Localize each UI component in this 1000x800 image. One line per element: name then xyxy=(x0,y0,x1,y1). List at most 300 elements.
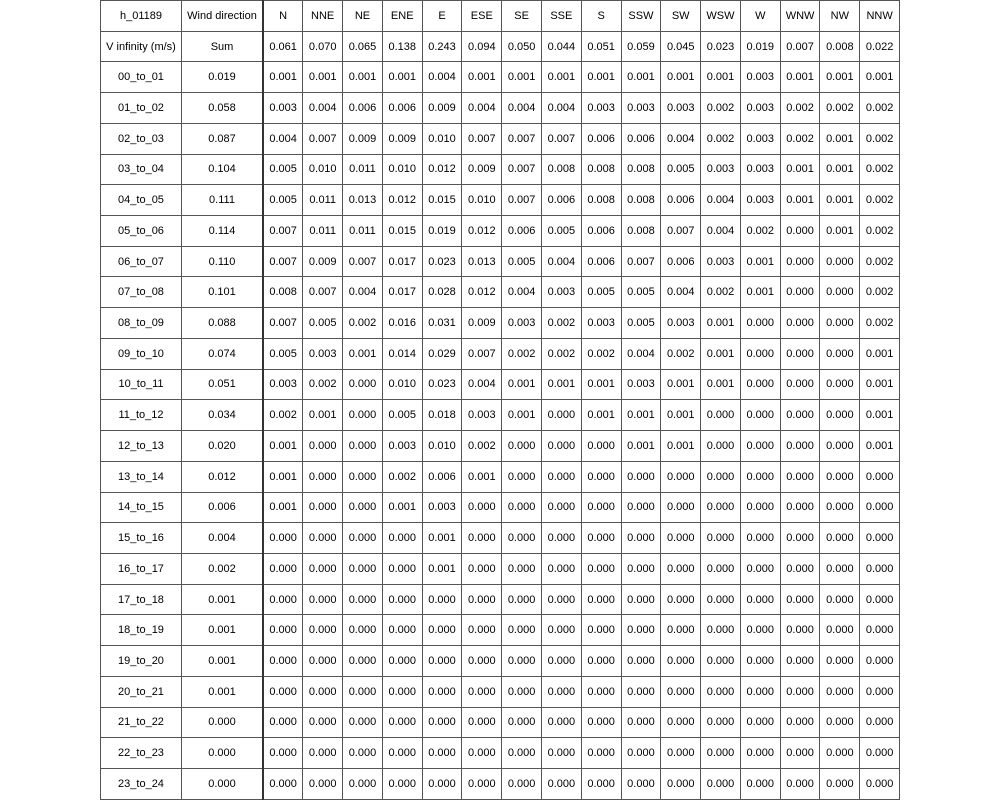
table-row xyxy=(101,461,900,492)
table-cell: 0.006 xyxy=(182,492,264,523)
table-cell: 0.022 xyxy=(860,31,900,62)
header-cell: WNW xyxy=(780,1,820,32)
table-cell: 0.000 xyxy=(303,492,343,523)
table-cell: 0.007 xyxy=(502,123,542,154)
table-cell: 0.001 xyxy=(462,461,502,492)
table-cell: 0.009 xyxy=(303,246,343,277)
header-cell: NW xyxy=(820,1,860,32)
table-cell: 13_to_14 xyxy=(101,461,182,492)
table-cell: 0.009 xyxy=(343,123,383,154)
table-cell: 0.000 xyxy=(343,707,383,738)
table-cell: 0.000 xyxy=(820,523,860,554)
table-cell: 0.001 xyxy=(541,62,581,93)
table-cell: 0.001 xyxy=(860,338,900,369)
table-cell: 0.003 xyxy=(422,492,462,523)
table-cell: 0.000 xyxy=(422,738,462,769)
table-cell: 0.028 xyxy=(422,277,462,308)
table-cell: 0.001 xyxy=(860,369,900,400)
table-cell: 0.005 xyxy=(382,400,422,431)
table-cell: 0.000 xyxy=(860,707,900,738)
table-cell: 0.000 xyxy=(462,676,502,707)
table-cell: 0.007 xyxy=(263,246,303,277)
table-cell: 0.003 xyxy=(263,93,303,124)
table-cell: 0.000 xyxy=(860,461,900,492)
table-cell: 0.000 xyxy=(820,369,860,400)
table-cell: 0.003 xyxy=(740,93,780,124)
table-cell: 0.000 xyxy=(740,738,780,769)
table-cell: 0.000 xyxy=(541,676,581,707)
table-cell: 0.003 xyxy=(740,62,780,93)
table-cell: 0.000 xyxy=(621,646,661,677)
table-cell: 0.001 xyxy=(701,308,741,339)
table-cell: 0.001 xyxy=(182,646,264,677)
table-cell: 0.000 xyxy=(780,768,820,799)
table-cell: 0.000 xyxy=(541,584,581,615)
table-cell: 0.003 xyxy=(661,93,701,124)
table-cell: 0.000 xyxy=(621,615,661,646)
table-cell: 0.000 xyxy=(701,492,741,523)
table-cell: 0.004 xyxy=(541,93,581,124)
table-cell: 0.000 xyxy=(860,768,900,799)
table-cell: 0.000 xyxy=(343,676,383,707)
table-cell: 0.045 xyxy=(661,31,701,62)
table-cell: 0.000 xyxy=(462,492,502,523)
table-cell: 0.051 xyxy=(182,369,264,400)
table-cell: 0.111 xyxy=(182,185,264,216)
table-cell: 0.007 xyxy=(263,308,303,339)
table-cell: 0.000 xyxy=(621,461,661,492)
table-cell: 0.101 xyxy=(182,277,264,308)
table-cell: 0.001 xyxy=(303,62,343,93)
table-row xyxy=(101,93,900,124)
table-cell: 0.000 xyxy=(621,707,661,738)
table-cell: 0.000 xyxy=(541,768,581,799)
table-cell: 0.003 xyxy=(263,369,303,400)
table-cell: 0.003 xyxy=(581,93,621,124)
table-cell: 0.008 xyxy=(621,216,661,247)
table-cell: 0.000 xyxy=(740,615,780,646)
table-cell: 0.000 xyxy=(820,707,860,738)
header-cell: SSW xyxy=(621,1,661,32)
table-cell: 0.006 xyxy=(661,246,701,277)
table-cell: 0.002 xyxy=(780,93,820,124)
table-cell: 0.000 xyxy=(621,768,661,799)
table-cell: 0.004 xyxy=(661,123,701,154)
table-cell: 0.006 xyxy=(422,461,462,492)
table-cell: 0.023 xyxy=(422,369,462,400)
table-cell: 0.000 xyxy=(263,553,303,584)
table-cell: 0.001 xyxy=(860,62,900,93)
table-cell: 0.000 xyxy=(343,584,383,615)
table-cell: 0.000 xyxy=(780,676,820,707)
table-cell: 0.000 xyxy=(661,768,701,799)
table-cell: 03_to_04 xyxy=(101,154,182,185)
table-cell: 0.000 xyxy=(820,308,860,339)
table-cell: 0.002 xyxy=(343,308,383,339)
table-cell: 0.000 xyxy=(343,431,383,462)
table-cell: 0.001 xyxy=(502,369,542,400)
table-cell: 0.004 xyxy=(303,93,343,124)
header-cell: WSW xyxy=(701,1,741,32)
table-cell: 0.002 xyxy=(263,400,303,431)
table-cell: 0.001 xyxy=(382,62,422,93)
table-cell: 0.007 xyxy=(462,123,502,154)
table-cell: 0.000 xyxy=(541,400,581,431)
table-cell: 0.001 xyxy=(502,400,542,431)
table-cell: 0.019 xyxy=(422,216,462,247)
header-cell: S xyxy=(581,1,621,32)
table-cell: 0.000 xyxy=(820,553,860,584)
table-cell: 18_to_19 xyxy=(101,615,182,646)
table-cell: 0.000 xyxy=(780,523,820,554)
table-cell: 0.012 xyxy=(182,461,264,492)
table-cell: 0.001 xyxy=(780,154,820,185)
table-cell: 0.000 xyxy=(740,400,780,431)
table-cell: 0.006 xyxy=(343,93,383,124)
table-cell: 0.000 xyxy=(422,768,462,799)
header-cell: NNW xyxy=(860,1,900,32)
header-cell: W xyxy=(740,1,780,32)
table-cell: 0.003 xyxy=(382,431,422,462)
table-cell: 0.044 xyxy=(541,31,581,62)
table-cell: 0.010 xyxy=(303,154,343,185)
table-cell: 0.065 xyxy=(343,31,383,62)
table-cell: 0.011 xyxy=(303,216,343,247)
table-cell: 0.000 xyxy=(621,676,661,707)
table-cell: 0.000 xyxy=(343,461,383,492)
table-cell: 10_to_11 xyxy=(101,369,182,400)
table-row xyxy=(101,246,900,277)
table-cell: 06_to_07 xyxy=(101,246,182,277)
table-row xyxy=(101,553,900,584)
table-cell: 0.000 xyxy=(541,492,581,523)
table-cell: 0.000 xyxy=(740,676,780,707)
table-cell: 0.000 xyxy=(343,615,383,646)
table-cell: 0.000 xyxy=(860,584,900,615)
table-cell: 0.000 xyxy=(182,768,264,799)
table-cell: 0.015 xyxy=(382,216,422,247)
table-cell: 0.009 xyxy=(382,123,422,154)
table-cell: 0.000 xyxy=(820,431,860,462)
table-cell: 0.000 xyxy=(780,400,820,431)
table-cell: 0.001 xyxy=(382,492,422,523)
table-cell: 0.000 xyxy=(820,461,860,492)
table-cell: 0.058 xyxy=(182,93,264,124)
table-cell: 0.000 xyxy=(343,768,383,799)
table-cell: 0.010 xyxy=(462,185,502,216)
table-cell: 08_to_09 xyxy=(101,308,182,339)
table-cell: 0.012 xyxy=(382,185,422,216)
table-cell: 0.000 xyxy=(382,615,422,646)
table-cell: 0.001 xyxy=(621,431,661,462)
table-cell: 0.000 xyxy=(462,523,502,554)
table-cell: 0.002 xyxy=(581,338,621,369)
table-cell: 0.000 xyxy=(502,584,542,615)
table-cell: 0.003 xyxy=(581,308,621,339)
table-cell: 0.000 xyxy=(303,523,343,554)
table-cell: 0.000 xyxy=(422,646,462,677)
table-row xyxy=(101,338,900,369)
table-cell: 0.000 xyxy=(740,369,780,400)
table-row xyxy=(101,123,900,154)
table-cell: 22_to_23 xyxy=(101,738,182,769)
table-cell: 0.007 xyxy=(303,123,343,154)
table-cell: 0.000 xyxy=(820,246,860,277)
table-cell: 0.000 xyxy=(541,615,581,646)
table-cell: 0.023 xyxy=(701,31,741,62)
table-cell: 0.000 xyxy=(581,461,621,492)
table-row xyxy=(101,400,900,431)
table-cell: 0.003 xyxy=(701,246,741,277)
table-cell: 0.018 xyxy=(422,400,462,431)
table-cell: 0.005 xyxy=(621,277,661,308)
table-cell: 0.000 xyxy=(820,615,860,646)
table-cell: 07_to_08 xyxy=(101,277,182,308)
table-cell: 0.008 xyxy=(581,154,621,185)
table-cell: 0.001 xyxy=(422,553,462,584)
table-cell: 0.000 xyxy=(343,400,383,431)
table-cell: 0.007 xyxy=(502,154,542,185)
table-cell: 0.004 xyxy=(343,277,383,308)
table-cell: 0.016 xyxy=(382,308,422,339)
table-cell: 0.001 xyxy=(780,62,820,93)
table-cell: 0.002 xyxy=(541,308,581,339)
table-cell: 0.000 xyxy=(581,707,621,738)
table-cell: 0.000 xyxy=(502,646,542,677)
table-cell: 0.010 xyxy=(382,154,422,185)
table-cell: 0.000 xyxy=(621,553,661,584)
table-cell: 0.001 xyxy=(860,400,900,431)
table-cell: 0.000 xyxy=(860,492,900,523)
table-row xyxy=(101,738,900,769)
table-cell: 0.001 xyxy=(701,338,741,369)
table-cell: 0.000 xyxy=(343,738,383,769)
table-cell: 0.000 xyxy=(541,431,581,462)
table-cell: 0.000 xyxy=(382,523,422,554)
table-cell: 0.012 xyxy=(462,216,502,247)
table-cell: 0.000 xyxy=(182,707,264,738)
table-cell: 0.000 xyxy=(382,676,422,707)
table-cell: 0.000 xyxy=(502,738,542,769)
table-cell: 0.002 xyxy=(541,338,581,369)
table-cell: 0.243 xyxy=(422,31,462,62)
table-cell: 0.000 xyxy=(462,615,502,646)
table-cell: 0.003 xyxy=(303,338,343,369)
table-cell: 0.000 xyxy=(661,738,701,769)
table-cell: 0.088 xyxy=(182,308,264,339)
table-cell: 0.007 xyxy=(621,246,661,277)
table-cell: 0.000 xyxy=(462,707,502,738)
table-cell: 0.009 xyxy=(422,93,462,124)
table-cell: 0.006 xyxy=(661,185,701,216)
table-cell: 0.000 xyxy=(740,523,780,554)
table-cell: 0.000 xyxy=(343,553,383,584)
table-cell: 0.004 xyxy=(263,123,303,154)
table-cell: 0.002 xyxy=(382,461,422,492)
table-row xyxy=(101,185,900,216)
table-cell: 0.007 xyxy=(303,277,343,308)
table-cell: 20_to_21 xyxy=(101,676,182,707)
table-cell: 0.000 xyxy=(581,492,621,523)
table-cell: 0.003 xyxy=(701,154,741,185)
table-cell: 0.000 xyxy=(263,707,303,738)
table-cell: 0.001 xyxy=(661,62,701,93)
table-cell: 0.004 xyxy=(502,93,542,124)
table-cell: 0.000 xyxy=(382,584,422,615)
table-cell: 0.003 xyxy=(621,93,661,124)
header-row xyxy=(101,1,900,32)
table-cell: 0.001 xyxy=(820,123,860,154)
table-cell: 0.004 xyxy=(701,216,741,247)
table-cell: 0.003 xyxy=(462,400,502,431)
table-cell: 0.008 xyxy=(820,31,860,62)
table-cell: 0.000 xyxy=(303,768,343,799)
table-cell: 0.002 xyxy=(860,308,900,339)
table-row xyxy=(101,216,900,247)
table-cell: 0.013 xyxy=(343,185,383,216)
header-cell: ENE xyxy=(382,1,422,32)
table-cell: 0.001 xyxy=(263,461,303,492)
table-cell: 0.002 xyxy=(701,277,741,308)
table-cell: 0.004 xyxy=(621,338,661,369)
table-cell: 0.009 xyxy=(462,308,502,339)
table-cell: 0.001 xyxy=(182,676,264,707)
table-cell: 0.008 xyxy=(621,154,661,185)
table-cell: 0.094 xyxy=(462,31,502,62)
table-cell: 0.001 xyxy=(661,431,701,462)
table-cell: 0.000 xyxy=(303,738,343,769)
table-cell: 02_to_03 xyxy=(101,123,182,154)
table-cell: 0.003 xyxy=(541,277,581,308)
table-cell: 0.017 xyxy=(382,277,422,308)
table-cell: 0.001 xyxy=(740,246,780,277)
table-cell: 0.001 xyxy=(701,62,741,93)
table-cell: 0.000 xyxy=(303,584,343,615)
table-cell: 0.000 xyxy=(502,492,542,523)
table-cell: 0.002 xyxy=(502,338,542,369)
table-cell: 0.004 xyxy=(182,523,264,554)
table-row xyxy=(101,369,900,400)
table-cell: 0.001 xyxy=(263,62,303,93)
header-cell: NNE xyxy=(303,1,343,32)
table-row xyxy=(101,615,900,646)
table-cell: 0.000 xyxy=(382,646,422,677)
table-cell: 0.000 xyxy=(661,492,701,523)
table-cell: 0.005 xyxy=(621,308,661,339)
table-cell: 0.000 xyxy=(860,646,900,677)
table-cell: 0.059 xyxy=(621,31,661,62)
table-cell: 15_to_16 xyxy=(101,523,182,554)
table-cell: 0.000 xyxy=(541,707,581,738)
table-cell: 0.000 xyxy=(661,584,701,615)
table-row xyxy=(101,768,900,799)
table-cell: 0.000 xyxy=(462,738,502,769)
table-cell: 0.001 xyxy=(343,62,383,93)
table-cell: 0.001 xyxy=(581,62,621,93)
table-cell: 0.070 xyxy=(303,31,343,62)
table-cell: 0.001 xyxy=(182,584,264,615)
table-cell: 11_to_12 xyxy=(101,400,182,431)
header-cell: h_01189 xyxy=(101,1,182,32)
table-cell: 0.011 xyxy=(303,185,343,216)
table-cell: 0.000 xyxy=(303,461,343,492)
table-cell: 0.007 xyxy=(263,216,303,247)
table-cell: 0.000 xyxy=(701,738,741,769)
table-cell: 0.003 xyxy=(661,308,701,339)
table-cell: 0.000 xyxy=(541,738,581,769)
table-cell: 0.000 xyxy=(621,492,661,523)
table-cell: 0.000 xyxy=(740,707,780,738)
table-cell: 0.000 xyxy=(263,738,303,769)
table-cell: 0.001 xyxy=(422,523,462,554)
wind-direction-table xyxy=(100,0,900,800)
table-cell: 0.000 xyxy=(502,431,542,462)
table-cell: 0.000 xyxy=(661,461,701,492)
table-cell: 0.050 xyxy=(502,31,542,62)
table-cell: 0.000 xyxy=(780,246,820,277)
table-row xyxy=(101,277,900,308)
table-cell: 0.000 xyxy=(860,553,900,584)
table-cell: 0.005 xyxy=(263,185,303,216)
table-row xyxy=(101,62,900,93)
table-cell: 00_to_01 xyxy=(101,62,182,93)
table-cell: 0.000 xyxy=(780,461,820,492)
table-row xyxy=(101,492,900,523)
table-cell: 0.000 xyxy=(860,676,900,707)
table-cell: 0.000 xyxy=(820,277,860,308)
table-cell: 0.019 xyxy=(182,62,264,93)
table-cell: 0.000 xyxy=(382,707,422,738)
table-cell: 0.000 xyxy=(780,584,820,615)
table-cell: 0.002 xyxy=(661,338,701,369)
table-cell: 0.004 xyxy=(462,93,502,124)
table-cell: 0.003 xyxy=(740,123,780,154)
table-cell: 0.074 xyxy=(182,338,264,369)
table-cell: 21_to_22 xyxy=(101,707,182,738)
table-cell: 0.000 xyxy=(740,461,780,492)
table-cell: 0.000 xyxy=(621,584,661,615)
table-cell: 0.004 xyxy=(462,369,502,400)
table-cell: 0.000 xyxy=(780,431,820,462)
table-cell: 0.000 xyxy=(422,615,462,646)
table-cell: 0.000 xyxy=(502,615,542,646)
table-cell: 0.000 xyxy=(780,646,820,677)
table-cell: 0.000 xyxy=(462,553,502,584)
table-cell: 14_to_15 xyxy=(101,492,182,523)
table-cell: 0.000 xyxy=(263,646,303,677)
table-cell: 0.000 xyxy=(661,553,701,584)
header-cell: SW xyxy=(661,1,701,32)
table-cell: 0.002 xyxy=(820,93,860,124)
table-cell: 0.000 xyxy=(502,676,542,707)
table-cell: 0.001 xyxy=(621,62,661,93)
table-cell: 16_to_17 xyxy=(101,553,182,584)
table-cell: 0.000 xyxy=(422,676,462,707)
table-cell: 0.013 xyxy=(462,246,502,277)
table-cell: 0.005 xyxy=(502,246,542,277)
table-cell: 0.002 xyxy=(780,123,820,154)
table-cell: 0.010 xyxy=(382,369,422,400)
table-row xyxy=(101,584,900,615)
table-cell: 0.000 xyxy=(263,676,303,707)
table-cell: 0.010 xyxy=(422,431,462,462)
table-cell: 0.000 xyxy=(502,461,542,492)
table-cell: 0.000 xyxy=(701,768,741,799)
table-cell: 0.002 xyxy=(462,431,502,462)
table-cell: 0.000 xyxy=(303,615,343,646)
table-cell: 0.000 xyxy=(343,369,383,400)
table-cell: 0.007 xyxy=(502,185,542,216)
